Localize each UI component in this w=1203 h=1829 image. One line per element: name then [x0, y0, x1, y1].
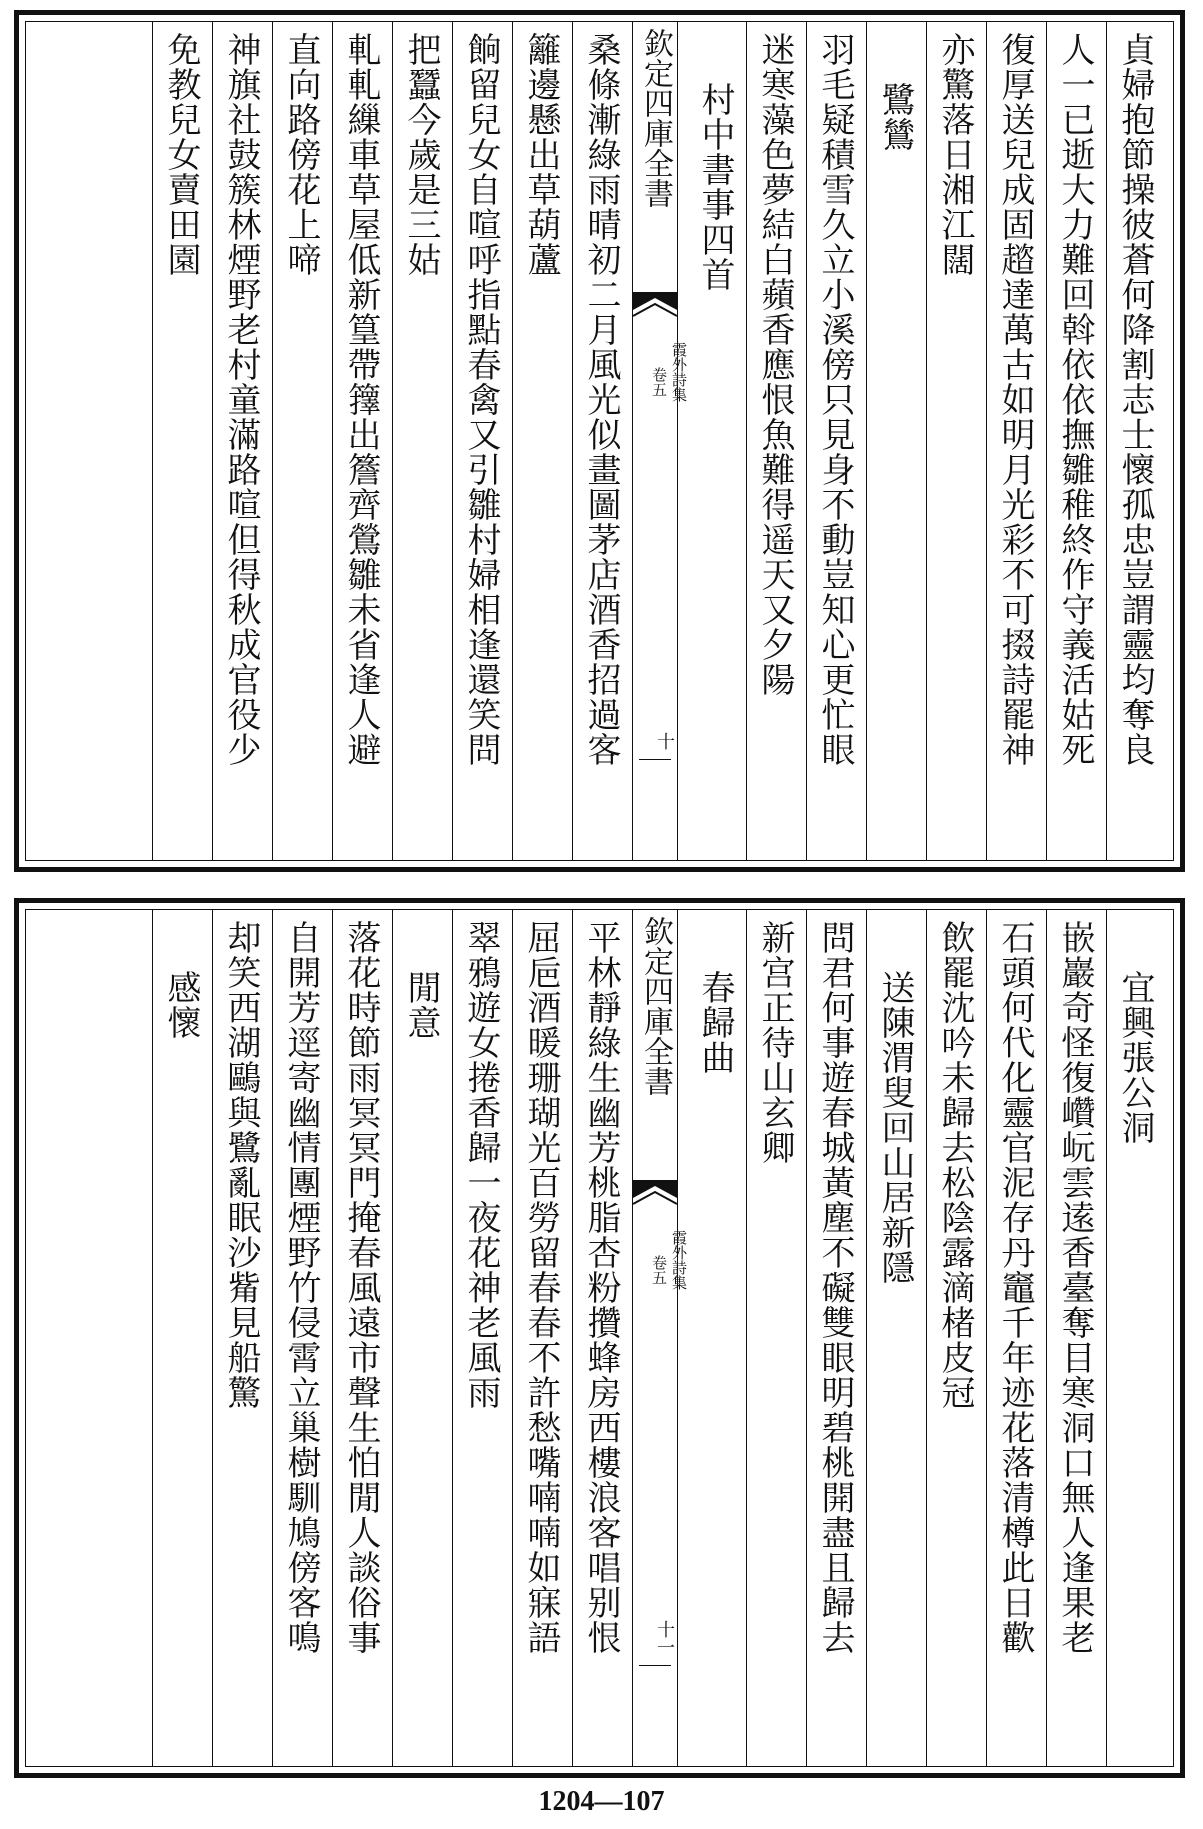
text-column: 籬邊懸出草葫蘆 [521, 32, 561, 277]
text-column: 翠鴉遊女捲香歸一夜花神老風雨 [461, 920, 501, 1410]
text-column: 復厚送兒成固趦達萬古如明月光彩不可掇詩罷神 [995, 32, 1035, 767]
text-column: 軋軋繅車草屋低新篁帶籜出簷齊鶯雛未省逢人避 [341, 32, 381, 767]
text-column: 平林靜綠生幽芳桃脂杏粉攢蜂房西樓浪客唱别恨 [581, 920, 621, 1655]
book-header: 欽定四庫全書 [638, 28, 673, 208]
column-rule [332, 910, 333, 1766]
bottom-half-frame [25, 909, 1174, 1767]
poem-title: 宜興張公洞 [1115, 970, 1155, 1145]
text-column: 羽毛疑積雪久立小溪傍只見身不動豈知心更忙眼 [815, 32, 855, 767]
column-rule [152, 22, 153, 860]
column-rule [1046, 910, 1047, 1766]
text-column: 却笑西湖鷗與鷺亂眠沙觜見船驚 [221, 920, 261, 1410]
column-rule [1046, 22, 1047, 860]
book-header: 欽定四庫全書 [638, 916, 673, 1096]
text-column: 落花時節雨冥冥門掩春風遠市聲生怕閒人談俗事 [341, 920, 381, 1655]
column-rule [572, 22, 573, 860]
column-rule [392, 910, 393, 1766]
text-column: 餉留兒女自喧呼指點春禽又引雛村婦相逢還笑問 [461, 32, 501, 767]
text-column: 嵌巖奇怪復巑岏雲逺香臺奪目寒洞口無人逢果老 [1055, 920, 1095, 1655]
text-column: 人一已逝大力難回斡依依撫雛稚終作守義活姑死 [1055, 32, 1095, 767]
column-rule [392, 22, 393, 860]
volume-label: 卷五 [650, 1255, 668, 1285]
poem-title: 送陳渭叟回山居新隱 [875, 970, 915, 1285]
folio-rule [639, 759, 671, 760]
top-half-frame [25, 21, 1174, 861]
poem-title: 村中書事四首 [695, 82, 735, 292]
text-column: 迷寒藻色夢結白蘋香應恨魚難得遥天又夕陽 [755, 32, 795, 697]
column-rule [746, 910, 747, 1766]
poem-title: 鷺鷥 [875, 82, 915, 152]
text-column: 飲罷沈吟未歸去松陰露滴楮皮冠 [935, 920, 975, 1410]
column-rule [986, 22, 987, 860]
volume-label: 卷五 [650, 367, 668, 397]
column-rule [512, 910, 513, 1766]
folio-number: 十一 [654, 1620, 675, 1656]
column-rule [1106, 22, 1107, 860]
fishtail-mark [633, 292, 677, 326]
column-rule [986, 910, 987, 1766]
poem-title: 感懷 [161, 970, 201, 1040]
page-footer-number: 1204—107 [538, 1786, 665, 1817]
column-rule [806, 910, 807, 1766]
fishtail-mark [633, 1180, 677, 1214]
text-column: 石頭何代化靈官泥存丹竈千年迹花落清樽此日歡 [995, 920, 1035, 1655]
column-rule [212, 910, 213, 1766]
center-fold-column [632, 22, 688, 860]
column-rule [452, 22, 453, 860]
column-rule [866, 910, 867, 1766]
collection-title: 霞外詩集 [670, 1230, 688, 1290]
text-column: 把蠶今歲是三姑 [401, 32, 441, 277]
text-column: 屈巵酒暖珊瑚光百勞留春春不許愁嘴喃喃如寐語 [521, 920, 561, 1655]
text-column: 桑條漸綠雨晴初二月風光似畫圖茅店酒香招過客 [581, 32, 621, 767]
column-rule [1106, 910, 1107, 1766]
text-column: 亦驚落日湘江闊 [935, 32, 975, 277]
folio-number: 十 [654, 732, 675, 750]
poem-title: 春歸曲 [695, 970, 735, 1075]
column-rule [452, 910, 453, 1766]
column-rule [572, 910, 573, 1766]
column-rule [272, 910, 273, 1766]
collection-title: 霞外詩集 [670, 342, 688, 402]
text-column: 問君何事遊春城黃塵不礙雙眼明碧桃開盡且歸去 [815, 920, 855, 1655]
column-rule [512, 22, 513, 860]
text-column: 直向路傍花上啼 [281, 32, 321, 277]
center-fold-column [632, 910, 688, 1766]
column-rule [746, 22, 747, 860]
column-rule [212, 22, 213, 860]
text-column: 免教兒女賣田園 [161, 32, 201, 277]
column-rule [926, 22, 927, 860]
column-rule [152, 910, 153, 1766]
text-column: 神旗社鼓簇林煙野老村童滿路喧但得秋成官役少 [221, 32, 261, 767]
bottom-half-page [14, 898, 1185, 1778]
text-column: 自開芳逕寄幽情團煙野竹侵霄立巢樹馴鳩傍客鳴 [281, 920, 321, 1655]
column-rule [926, 910, 927, 1766]
column-rule [272, 22, 273, 860]
top-half-page [14, 10, 1185, 872]
text-column: 新宫正待山玄卿 [755, 920, 795, 1165]
poem-title: 閒意 [401, 970, 441, 1040]
column-rule [866, 22, 867, 860]
folio-rule [639, 1665, 671, 1666]
column-rule [806, 22, 807, 860]
column-rule [332, 22, 333, 860]
text-column: 貞婦抱節操彼蒼何降割志士懷孤忠豈謂靈均奪良 [1115, 32, 1155, 767]
